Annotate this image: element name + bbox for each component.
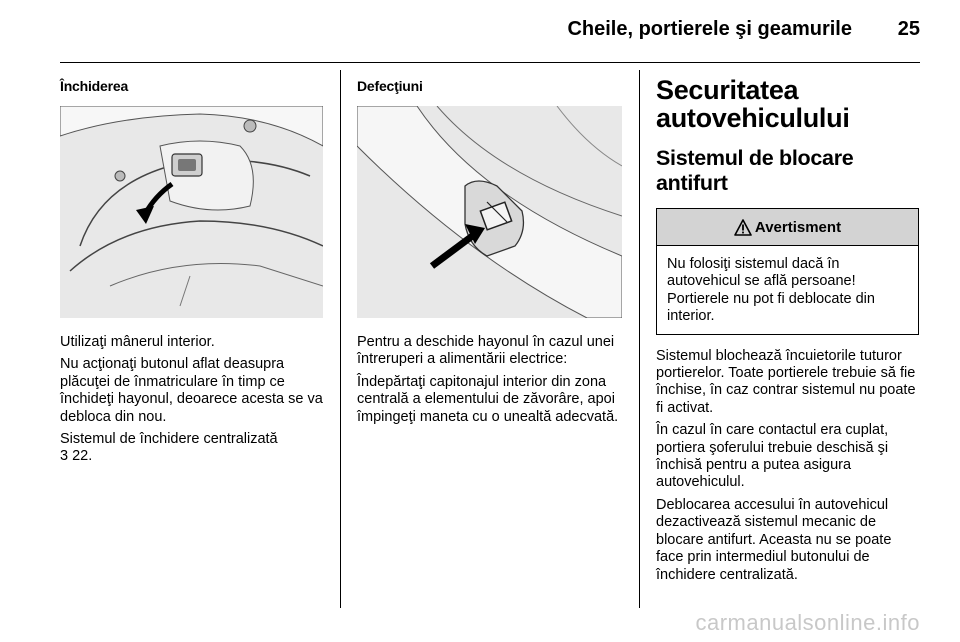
warning-triangle-icon xyxy=(734,219,752,236)
paragraph: Nu acţionaţi butonul aflat deasupra plăcuţei de înmatriculare în timp ce închideţi hayonul, deoarece acesta se va debloca din nou. xyxy=(60,356,323,425)
tailgate-handle-drawing xyxy=(60,106,323,318)
paragraph: Pentru a deschide hayonul în cazul unei întreruperi a alimentării electrice: xyxy=(357,334,615,368)
column-divider-1 xyxy=(340,70,341,608)
warning-box xyxy=(656,208,919,335)
page-header xyxy=(60,0,920,63)
tailgate-closing-illustration xyxy=(60,106,323,318)
warning-label: Avertisment xyxy=(754,218,842,236)
warning-header xyxy=(657,209,918,246)
section-heading-malfunction: Defecţiuni xyxy=(357,78,423,94)
paragraph: Deblocarea accesului în autovehicul dezactivează sistemul mecanic de blocare antifurt. Aceasta nu se poate face prin intermediul butonului de închidere centralizată. xyxy=(656,496,892,583)
paragraph: Îndepărtaţi capitonajul interior din zona centrală a elementului de zăvorâre, apoi împingeţi maneta cu o unealtă adecvată. xyxy=(357,373,619,425)
page-reference xyxy=(60,448,323,465)
section-title: Securitatea autovehiculului xyxy=(656,75,850,133)
header-title: Cheile, portierele şi geamurile xyxy=(567,18,852,40)
warning-text: Nu folosiţi sistemul dacă în autovehicul se află persoane! Portierele nu pot fi deblocate din interior. xyxy=(667,256,875,325)
section-heading-closing: Închiderea xyxy=(60,78,129,94)
section-subtitle: Sistemul de blocare antifurt xyxy=(656,146,854,195)
reference-page: 22. xyxy=(72,448,93,465)
paragraph: Sistemul de închidere centralizată xyxy=(60,431,278,448)
emergency-release-illustration xyxy=(357,106,622,318)
reference-symbol: 3 xyxy=(60,448,69,465)
paragraph: Sistemul blochează încuietorile tuturor portierelor. Toate portierele trebuie să fie închise, în caz contrar sistemul nu poate fi activat. xyxy=(656,347,916,416)
column-malfunction xyxy=(357,62,622,426)
emergency-lever-drawing xyxy=(357,106,622,318)
page-number: 25 xyxy=(897,18,920,40)
column-divider-2 xyxy=(639,70,640,608)
paragraph: În cazul în care contactul era cuplat, portiera şoferului trebuie deschisă şi închisă pentru a putea asigura autovehiculul. xyxy=(656,422,889,491)
paragraph: Utilizaţi mânerul interior. xyxy=(60,334,215,350)
column-vehicle-security xyxy=(656,62,920,584)
watermark: carmanualsonline.info xyxy=(695,610,920,635)
column-closing xyxy=(60,62,323,466)
